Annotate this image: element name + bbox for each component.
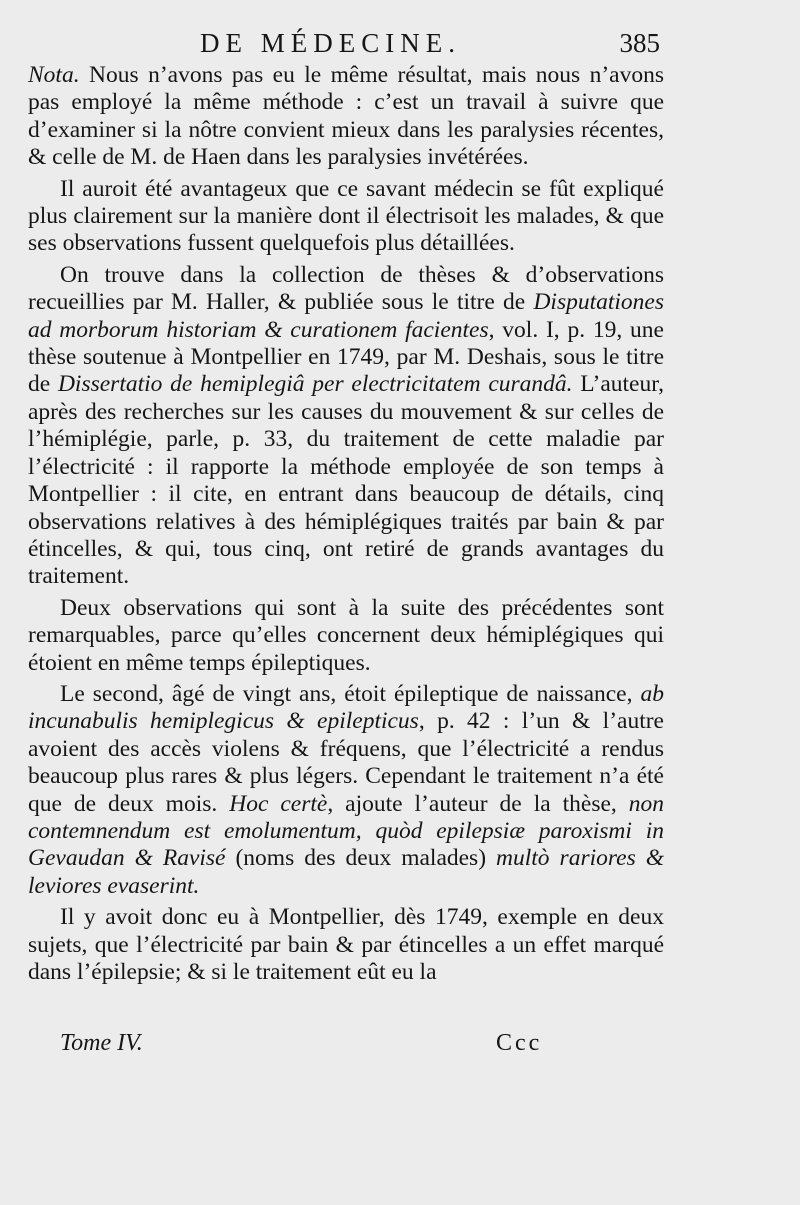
paragraph — [28, 904, 664, 986]
paragraph — [28, 62, 664, 172]
running-header — [200, 24, 660, 64]
text-run: Il y avoit donc eu à Montpellier, dès 1749, exemple en deux sujets, que l’électricité par bain & par étincelles a un effet marqué dans l’épilepsie; & si le traitement eût eu la — [28, 904, 664, 985]
page-footer — [60, 1030, 580, 1062]
page-body — [28, 62, 664, 986]
text-run: On trouve dans la collection de thèses & d’observations recueillies par M. Haller, & publiée sous le titre de — [28, 261, 664, 316]
text-run: (noms des deux malades) — [225, 845, 497, 872]
text-run: Le second, âgé de vingt ans, étoit épileptique de naissance, — [60, 680, 641, 707]
italic-text: non contemnendum est emolumentum, quòd epilepsiæ paroxismi in Gevaudan & Ravisé — [28, 790, 664, 872]
running-title: DE MÉDECINE. — [200, 28, 461, 58]
paragraph — [28, 262, 664, 591]
italic-text: Nota. — [28, 62, 80, 88]
text-run: , ajoute l’auteur de la thèse, — [327, 790, 629, 817]
text-run: Il auroit été avantageux que ce savant médecin se fût expliqué plus clairement sur la manière dont il électrisoit les malades, & que ses observations fussent quelquefois plus détaillées. — [28, 175, 664, 257]
text-run: , vol. I, p. 19, une thèse soutenue à Montpellier en 1749, par M. Deshais, sous le titre de — [28, 316, 664, 398]
italic-text: multò rariores & leviores evaserint. — [28, 845, 664, 899]
page-number: 385 — [619, 28, 660, 58]
signature-mark: Ccc — [496, 1030, 543, 1056]
paragraph — [28, 681, 664, 900]
italic-text: Hoc certè — [229, 790, 328, 817]
text-run: Nous n’avons pas eu le même résultat, mais nous n’avons pas employé la même méthode : c’est un travail à suivre que d’examiner si la nôtre convient mieux dans les paralysies récentes, & celle de M. de Haen dans les paralysies invétérées. — [28, 62, 664, 171]
text-run: , p. 42 : l’un & l’autre avoient des accès violens & fréquens, que l’électricité a rendus beaucoup plus rares & plus légers. Cependant le traitement n’a été que de deux mois. — [28, 708, 664, 817]
text-run: Deux observations qui sont à la suite des précédentes sont remarquables, parce qu’elles concernent deux hémiplégiques qui étoient en même temps épileptiques. — [28, 594, 664, 676]
paragraph — [28, 595, 664, 677]
volume-label: Tome IV. — [60, 1030, 143, 1056]
paragraph — [28, 176, 664, 258]
italic-text: ab incunabulis hemiplegicus & epilepticus — [28, 680, 664, 735]
italic-text: Disputationes ad morborum historiam & curationem facientes — [28, 289, 664, 343]
text-run: L’auteur, après des recherches sur les causes du mouvement & sur celles de l’hémiplégie, parle, p. 33, du traitement de cette maladie par l’électricité : il rapporte la méthode employée de son temps à Montpellier : il cite, en entrant dans beaucoup de détails, cinq observations relatives à des hémiplégiques traités par bain & par étincelles, & qui, tous cinq, ont retiré de grands avantages du traitement. — [28, 371, 664, 590]
italic-text: Dissertatio de hemiplegiâ per electricitatem curandâ. — [57, 371, 573, 398]
